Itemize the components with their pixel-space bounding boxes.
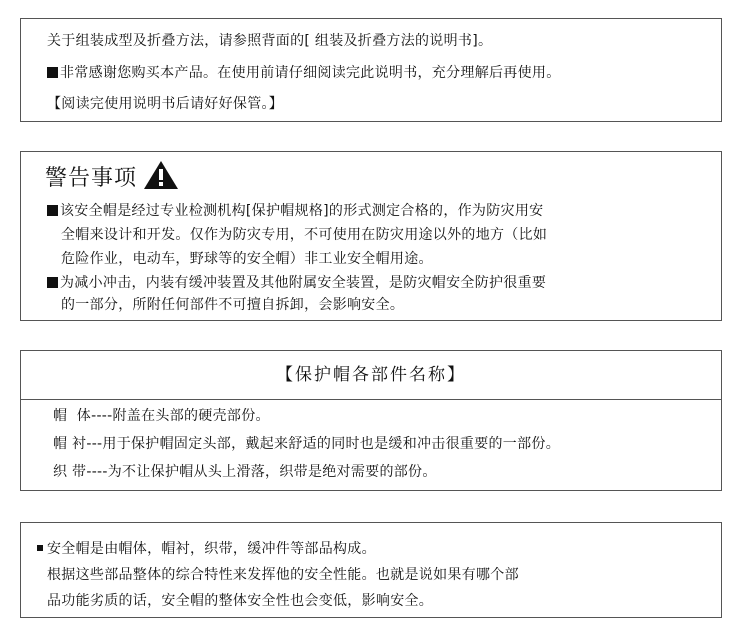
summary-box (20, 522, 722, 618)
small-square-bullet-icon (37, 545, 43, 551)
summary-text1: 安全帽是由帽体，帽衬，织带，缓冲件等部品构成。 (47, 541, 376, 557)
intro-line-keep: 【阅读完使用说明书后请好好保管。】 (47, 96, 284, 112)
warning-para1-line2: 全帽来设计和开发。仅作为防灾专用，不可使用在防灾用途以外的地方（比如 (61, 227, 548, 243)
square-bullet-icon (47, 277, 58, 288)
warning-para2-text1: 为减小冲击，内装有缓冲装置及其他附属安全装置，是防灾帽安全防护很重要 (60, 275, 547, 291)
warning-para2-line1 (47, 273, 546, 293)
intro-thanks-text: 非常感谢您购买本产品。在使用前请仔细阅读完此说明书，充分理解后再使用。 (60, 65, 561, 81)
summary-line2: 根据这些部品整体的综合特性来发挥他的安全性能。也就是说如果有哪个部 (47, 567, 519, 583)
warning-title: 警告事项 (45, 166, 138, 191)
intro-line-thanks (47, 63, 561, 83)
warning-heading (45, 160, 179, 198)
parts-title-box (20, 350, 722, 400)
parts-item-liner: 帽 衬---用于保护帽固定头部，戴起来舒适的同时也是缓和冲击很重要的一部份。 (53, 436, 561, 452)
intro-box (20, 18, 722, 122)
warning-para1-text1: 该安全帽是经过专业检测机构[保护帽规格]的形式测定合格的，作为防灾用安 (60, 203, 544, 219)
parts-list-box (20, 399, 722, 491)
summary-line1 (37, 539, 376, 559)
parts-title: 【保护帽各部件名称】 (276, 365, 466, 385)
parts-item-strap: 织 带----为不让保护帽从头上滑落，织带是绝对需要的部份。 (53, 464, 437, 480)
parts-item-shell: 帽 体----附盖在头部的硬壳部份。 (53, 408, 270, 424)
intro-line-assembly: 关于组装成型及折叠方法，请参照背面的[ 组装及折叠方法的说明书]。 (47, 33, 493, 49)
warning-para1-line1 (47, 201, 543, 221)
warning-box (20, 151, 722, 321)
square-bullet-icon (47, 67, 58, 78)
square-bullet-icon (47, 205, 58, 216)
warning-para1-line3: 危险作业，电动车，野球等的安全帽）非工业安全帽用途。 (61, 251, 433, 267)
warning-para2-line2: 的一部分，所附任何部件不可擅自拆卸，会影响安全。 (61, 297, 405, 313)
warning-triangle-icon (143, 160, 179, 198)
summary-line3: 品功能劣质的话，安全帽的整体安全性也会变低，影响安全。 (47, 593, 434, 609)
